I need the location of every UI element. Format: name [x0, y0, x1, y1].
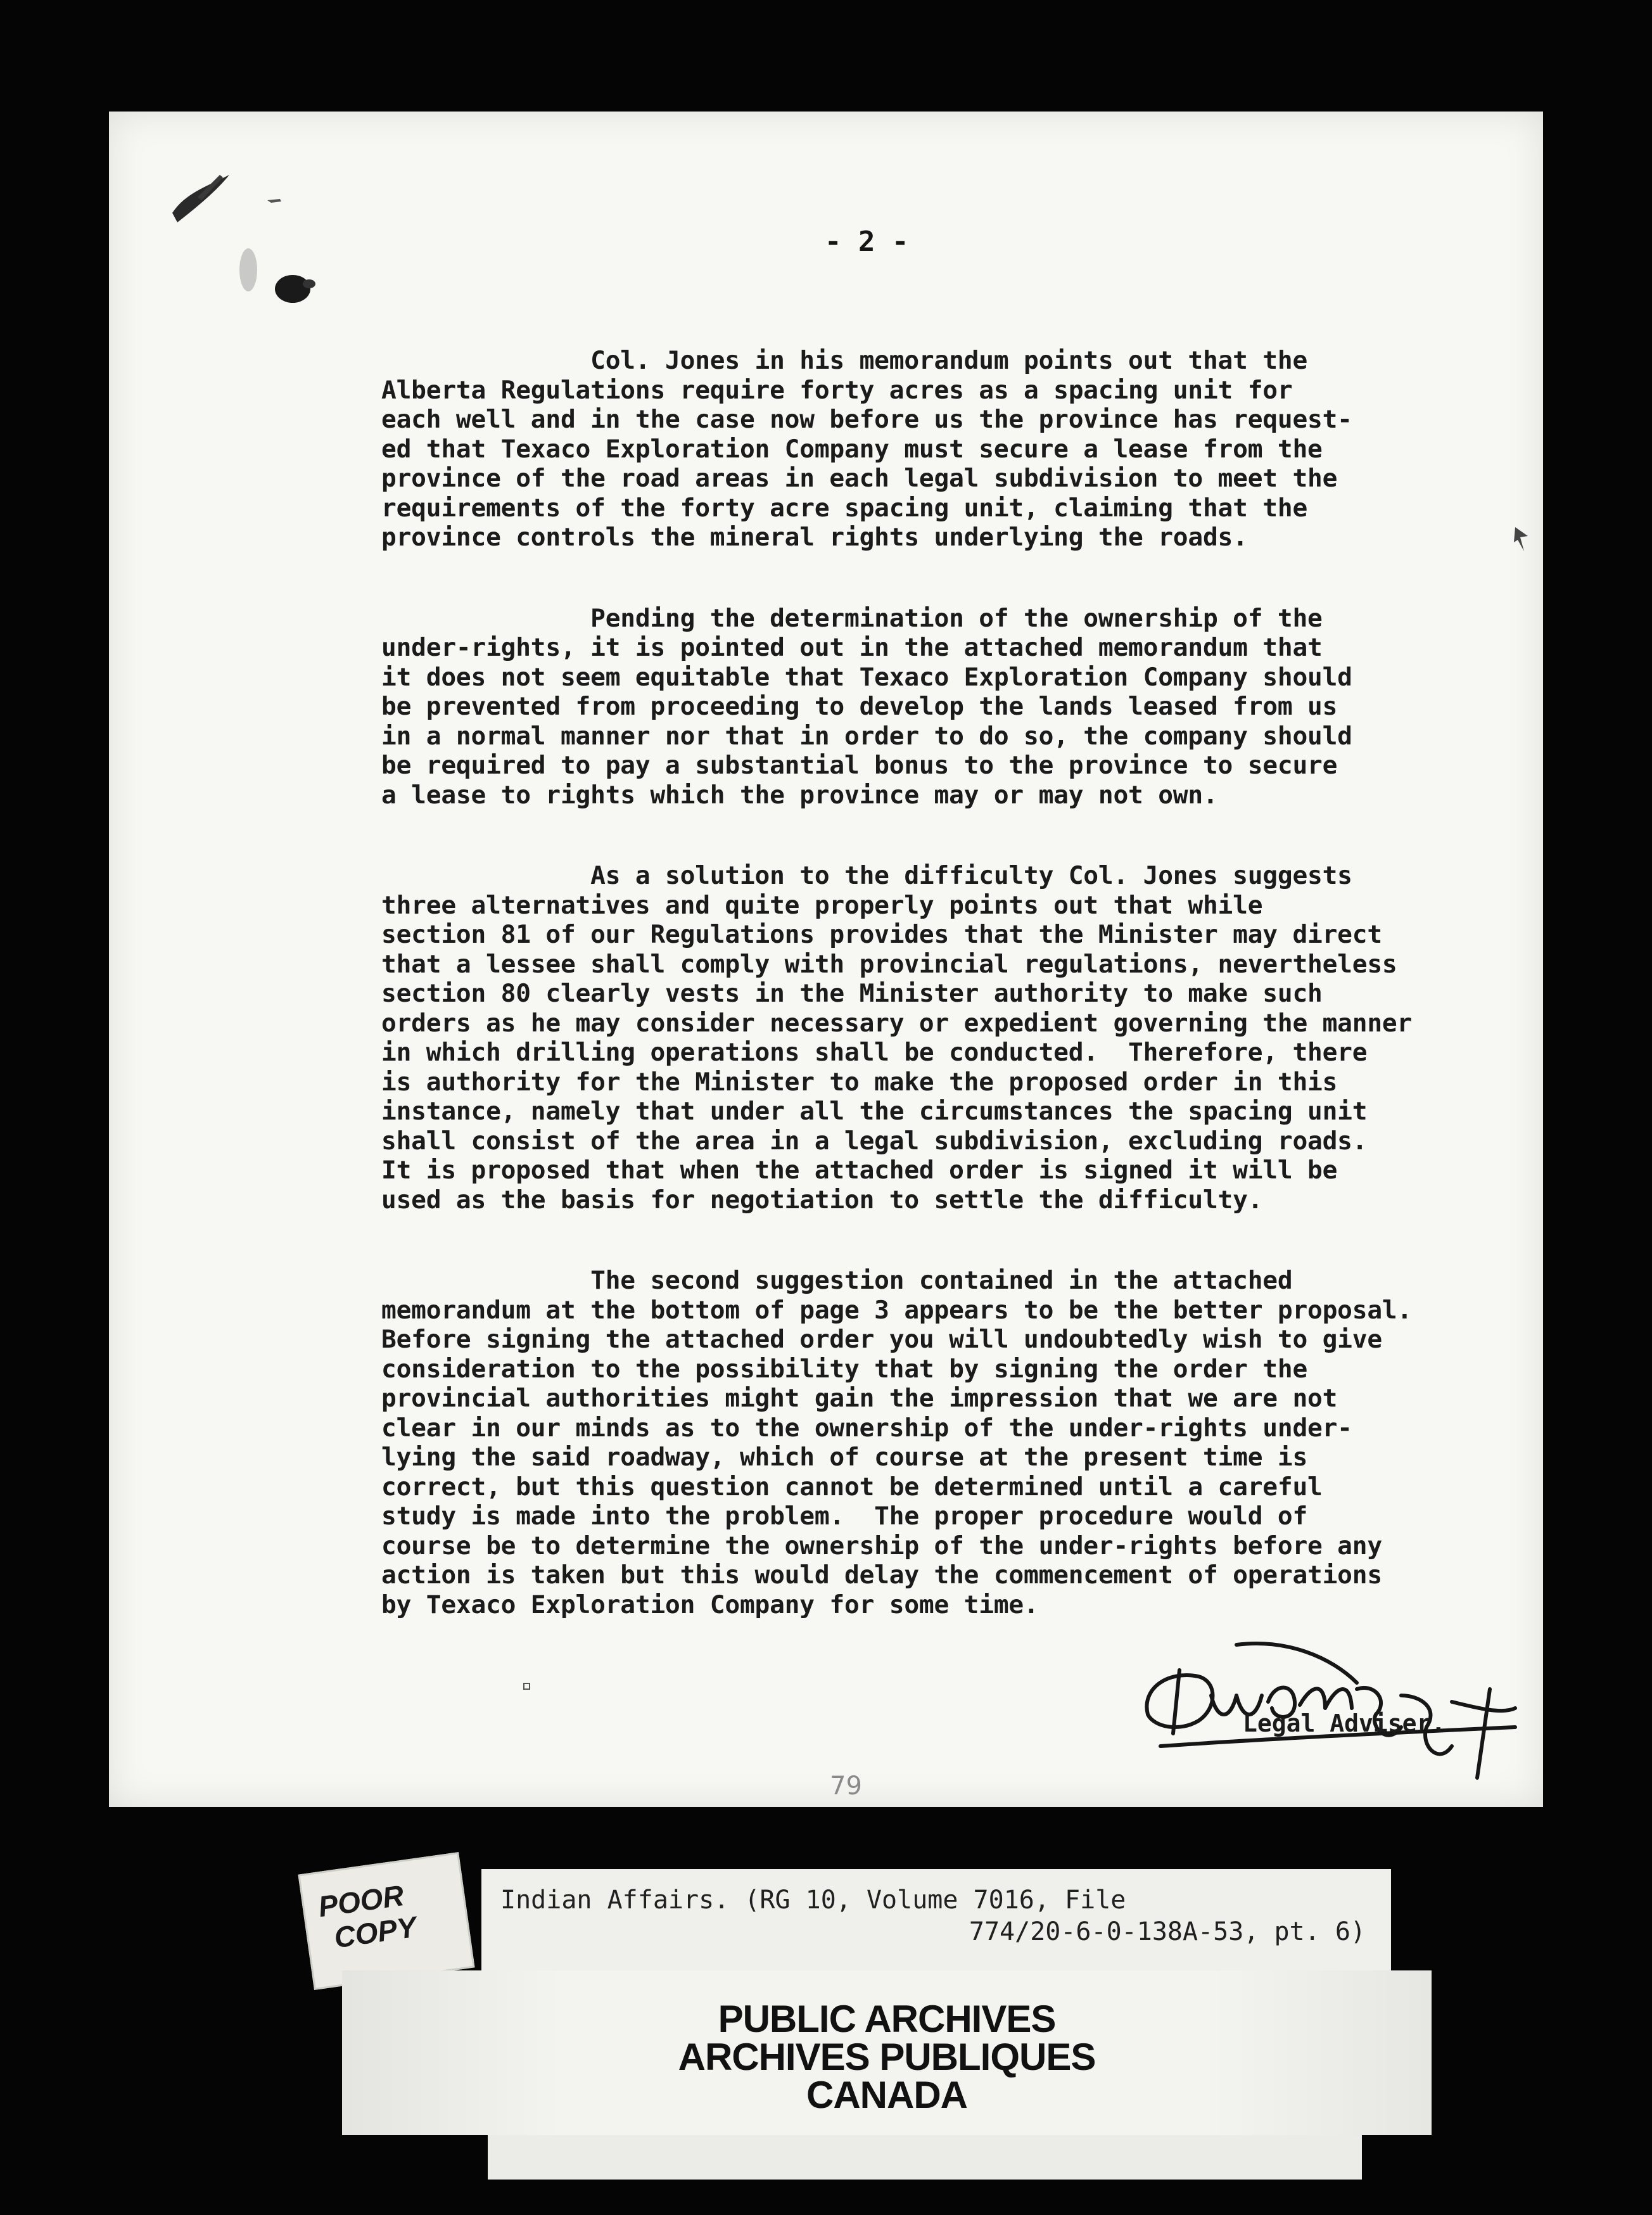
paragraph-4 — [381, 1266, 1560, 1619]
text-line: study is made into the problem. The proper procedure would of — [381, 1502, 1308, 1531]
archives-line-country: CANADA — [806, 2074, 967, 2116]
small-arrow-mark — [1509, 523, 1534, 555]
ink-blot-mark — [160, 137, 337, 340]
signature-block — [1122, 1619, 1528, 1784]
text-line: section 80 clearly vests in the Minister authority to make such — [381, 979, 1323, 1008]
text-line: that a lessee shall comply with provincial regulations, nevertheless — [381, 949, 1397, 979]
text-line: in which drilling operations shall be conducted. Therefore, there — [381, 1038, 1368, 1067]
paragraph-1 — [381, 346, 1560, 552]
text-line: As a solution to the difficulty Col. Jones suggests — [381, 861, 1352, 890]
text-line: be prevented from proceeding to develop the lands leased from us — [381, 692, 1338, 721]
poor-copy-stamp — [298, 1852, 474, 1990]
text-line: three alternatives and quite properly points out that while — [381, 890, 1263, 920]
reference-line: Indian Affairs. (RG 10, Volume 7016, File — [500, 1886, 1126, 1915]
text-line: under-rights, it is pointed out in the attached memorandum that — [381, 633, 1323, 662]
text-line: shall consist of the area in a legal subdivision, excluding roads. — [381, 1126, 1368, 1156]
text-line: section 81 of our Regulations provides that the Minister may direct — [381, 920, 1382, 949]
text-line: action is taken but this would delay the commencement of operations — [381, 1561, 1382, 1590]
text-line: province of the road areas in each legal subdivision to meet the — [381, 464, 1338, 493]
text-line: is authority for the Minister to make the proposed order in this — [381, 1067, 1338, 1097]
stamp-line: POOR — [316, 1879, 406, 1924]
text-line: province controls the mineral rights underlying the roads. — [381, 523, 1248, 552]
folio-text: 79 — [830, 1771, 862, 1801]
stamp-line: COPY — [332, 1910, 419, 1955]
text-line: The second suggestion contained in the attached — [381, 1266, 1293, 1295]
text-line: correct, but this question cannot be determined until a careful — [381, 1472, 1323, 1502]
document-page — [109, 112, 1543, 1807]
text-line: orders as he may consider necessary or expedient governing the manner — [381, 1008, 1413, 1038]
text-line: instance, namely that under all the circumstances the spacing unit — [381, 1097, 1368, 1126]
text-line: Before signing the attached order you will undoubtedly wish to give — [381, 1325, 1382, 1354]
text-line: requirements of the forty acre spacing unit, claiming that the — [381, 493, 1308, 523]
text-line: Alberta Regulations require forty acres as a spacing unit for — [381, 375, 1293, 405]
text-line: Pending the determination of the ownership of the — [381, 603, 1323, 633]
text-line: course be to determine the ownership of the under-rights before any — [381, 1531, 1382, 1561]
archives-line-english: PUBLIC ARCHIVES — [718, 1998, 1056, 2040]
text-line: used as the basis for negotiation to settle the difficulty. — [381, 1185, 1263, 1215]
paragraph-3 — [381, 861, 1560, 1215]
text-line: memorandum at the bottom of page 3 appears to be the better proposal. — [381, 1295, 1413, 1325]
text-line: provincial authorities might gain the impression that we are not — [381, 1384, 1338, 1413]
text-line: in a normal manner nor that in order to do so, the company should — [381, 721, 1352, 751]
archival-reference-label — [481, 1869, 1391, 1977]
folio-number-mark — [823, 1766, 887, 1804]
text-line: by Texaco Exploration Company for some time. — [381, 1590, 1039, 1619]
text-line: each well and in the case now before us the province has request- — [381, 405, 1352, 434]
text-line: It is proposed that when the attached order is signed it will be — [381, 1156, 1338, 1185]
text-line: ed that Texaco Exploration Company must secure a lease from the — [381, 434, 1323, 464]
memo-body — [381, 346, 1560, 1671]
text-line: it does not seem equitable that Texaco Exploration Company should — [381, 662, 1352, 692]
text-line: a lease to rights which the province may or may not own. — [381, 780, 1218, 810]
public-archives-label — [342, 1970, 1432, 2135]
small-dot-mark — [521, 1680, 533, 1693]
page-number: - 2 - — [825, 226, 909, 258]
text-line: lying the said roadway, which of course at the present time is — [381, 1443, 1308, 1472]
paragraph-2 — [381, 604, 1560, 810]
text-line: clear in our minds as to the ownership of the under-rights under- — [381, 1413, 1352, 1443]
text-line: Col. Jones in his memorandum points out that the — [381, 346, 1308, 375]
handwritten-signature — [1122, 1619, 1528, 1784]
archives-line-french: ARCHIVES PUBLIQUES — [678, 2036, 1096, 2078]
text-line: be required to pay a substantial bonus to the province to secure — [381, 751, 1338, 780]
text-line: consideration to the possibility that by signing the order the — [381, 1354, 1308, 1384]
signature-title: Legal Adviser. — [1243, 1709, 1446, 1737]
reference-line: 774/20-6-0-138A-53, pt. 6) — [969, 1917, 1366, 1946]
label-strip — [488, 2135, 1362, 2180]
